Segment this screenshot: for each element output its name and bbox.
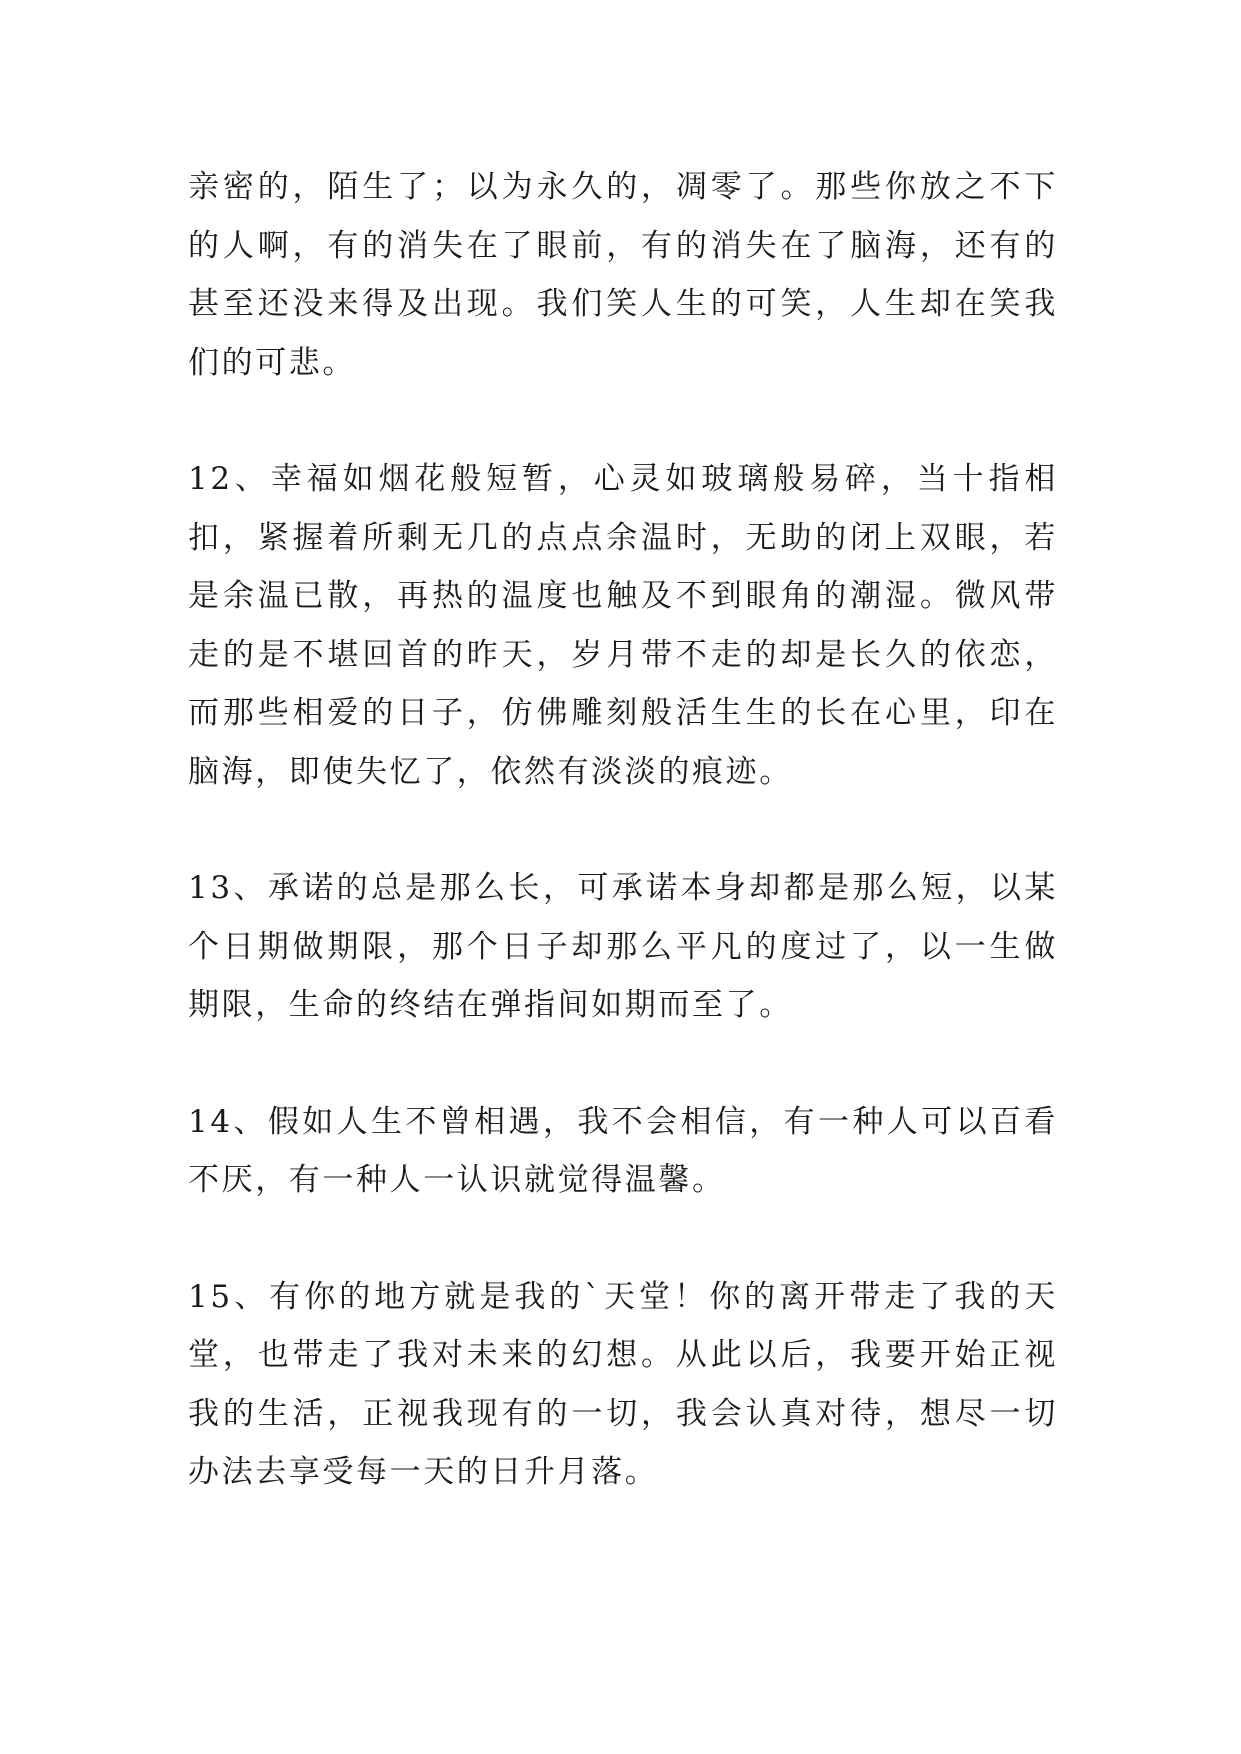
paragraph-1: 亲密的，陌生了；以为永久的，凋零了。那些你放之不下的人啊，有的消失在了眼前，有的消失在了脑海，还有的甚至还没来得及出现。我们笑人生的可笑，人生却在笑我们的可悲。	[188, 169, 1058, 381]
document-body	[188, 158, 1058, 1560]
paragraph-15: 15、有你的地方就是我的`天堂！你的离开带走了我的天堂，也带走了我对未来的幻想。从此以后，我要开始正视我的生活，正视我现有的一切，我会认真对待，想尽一切办法去享受每一天的日升月落。	[188, 1278, 1058, 1490]
paragraph-12: 12、幸福如烟花般短暂，心灵如玻璃般易碎，当十指相扣，紧握着所剩无几的点点余温时，无助的闭上双眼，若是余温已散，再热的温度也触及不到眼角的潮湿。微风带走的是不堪回首的昨天，岁月带不走的却是长久的依恋，而那些相爱的日子，仿佛雕刻般活生生的长在心里，印在脑海，即使失忆了，依然有淡淡的痕迹。	[188, 461, 1058, 790]
paragraph-14: 14、假如人生不曾相遇，我不会相信，有一种人可以百看不厌，有一种人一认识就觉得温馨。	[188, 1103, 1058, 1198]
paragraph-13: 13、承诺的总是那么长，可承诺本身却都是那么短，以某个日期做期限，那个日子却那么平凡的度过了，以一生做期限，生命的终结在弹指间如期而至了。	[188, 870, 1058, 1023]
